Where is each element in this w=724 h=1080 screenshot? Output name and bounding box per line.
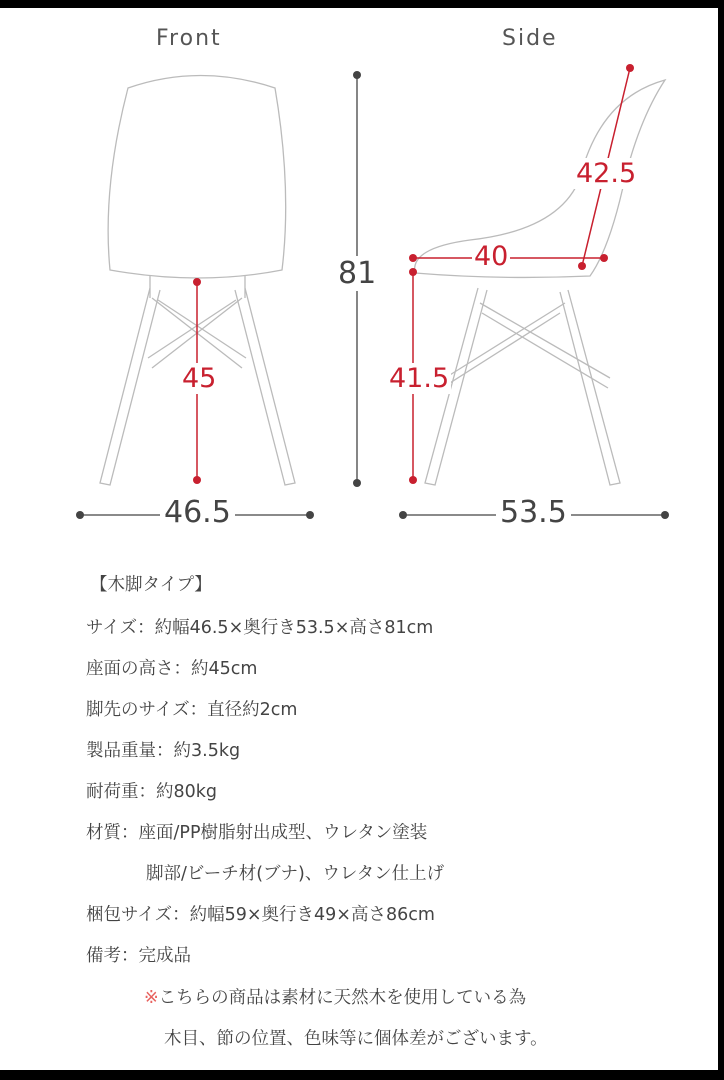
side-chair-drawing bbox=[415, 80, 665, 485]
front-view-label: Front bbox=[156, 26, 222, 51]
spec-package-size: 梱包サイズ：約幅59×奥行き49×高さ86cm bbox=[86, 905, 435, 925]
front-seat-height-value: 45 bbox=[182, 363, 217, 394]
spec-foot-size: 脚先のサイズ：直径約2cm bbox=[86, 700, 298, 720]
spec-seat-height: 座面の高さ：約45cm bbox=[86, 659, 258, 679]
front-width-value: 46.5 bbox=[160, 495, 235, 530]
spec-heading: 【木脚タイプ】 bbox=[90, 575, 212, 595]
spec-note-line-2: 木目、節の位置、色味等に個体差がございます。 bbox=[164, 1029, 548, 1049]
spec-load: 耐荷重：約80kg bbox=[86, 782, 218, 802]
spec-material-legs: 脚部/ビーチ材(ブナ)、ウレタン仕上げ bbox=[146, 864, 445, 884]
note-text-1: こちらの商品は素材に天然木を使用している為 bbox=[158, 988, 527, 1008]
spec-notes: 備考：完成品 bbox=[86, 946, 191, 966]
spec-note-line-1 bbox=[144, 984, 526, 1009]
note-mark: ※ bbox=[144, 988, 159, 1008]
back-height-value: 42.5 bbox=[576, 158, 637, 189]
spec-size: サイズ：約幅46.5×奥行き53.5×高さ81cm bbox=[86, 618, 434, 638]
spec-weight: 製品重量：約3.5kg bbox=[86, 741, 241, 761]
dim-dot bbox=[353, 71, 361, 79]
dim-dot bbox=[353, 479, 361, 487]
side-view-label: Side bbox=[502, 26, 558, 51]
seat-depth-value: 40 bbox=[474, 241, 509, 272]
side-seat-height-value: 41.5 bbox=[389, 363, 450, 394]
product-spec-page bbox=[0, 8, 718, 1070]
spec-material-seat: 材質：座面/PP樹脂射出成型、ウレタン塗装 bbox=[86, 823, 428, 843]
side-depth-value: 53.5 bbox=[496, 495, 571, 530]
overall-height-value: 81 bbox=[334, 256, 380, 291]
